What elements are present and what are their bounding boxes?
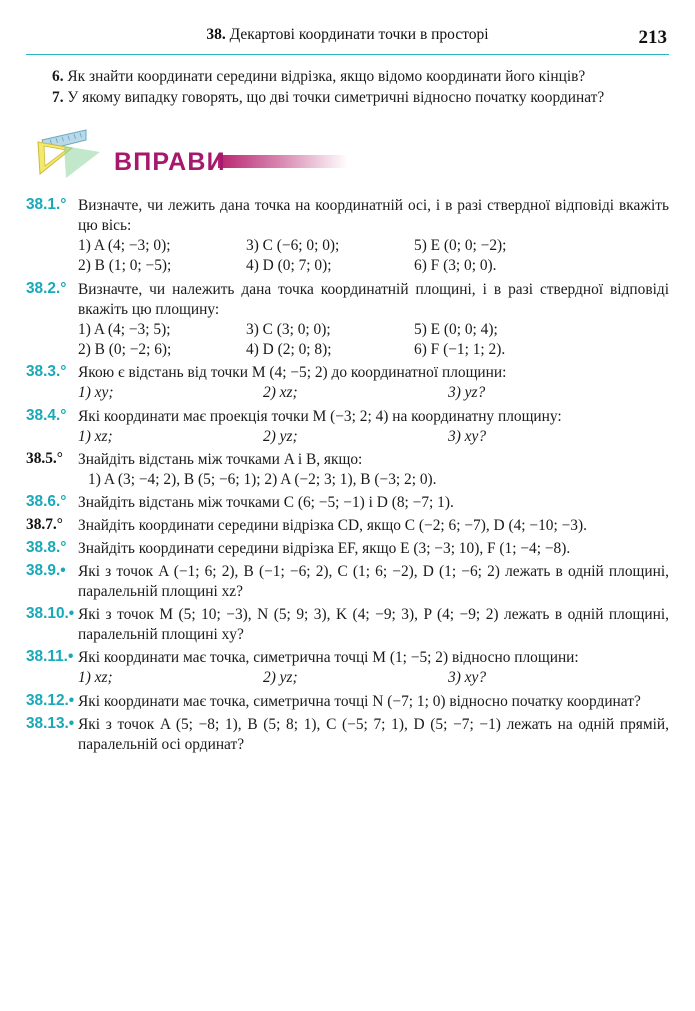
exercise-text: Знайдіть відстань між точками A і B, якщо: <box>78 451 363 469</box>
option: 3) xy? <box>448 669 487 687</box>
page-title <box>206 26 488 44</box>
exercise-options <box>78 668 669 688</box>
option: 1) A (4; −3; 0); <box>78 237 171 255</box>
exercise-text: Визначте, чи належить дана точка координатній площині, і в разі ствердної відповіді вкажіть цю площину: <box>78 280 669 318</box>
exercise-item <box>26 450 669 490</box>
option: 2) yz; <box>263 669 298 687</box>
option: 3) C (−6; 0; 0); <box>246 237 340 255</box>
exercise-text: Які з точок A (5; −8; 1), B (5; 8; 1), C (−5; 7; 1), D (5; −7; −1) лежать на одній прямій, паралельній осі ординат? <box>78 715 669 753</box>
option: 6) F (−1; 1; 2). <box>414 341 506 359</box>
exercise-label: 38.12.• <box>26 691 75 709</box>
exercise-text: Визначте, чи лежить дана точка на координатній осі, і в разі ствердної відповіді вкажіть цю вісь: <box>78 197 669 235</box>
exercise-text: Які координати має точка, симетрична точці M (1; −5; 2) відносно площини: <box>78 649 579 667</box>
option: 3) xy? <box>448 427 487 445</box>
ruler-and-triangle-icon <box>36 122 114 192</box>
exercise-label: 38.4.° <box>26 406 67 424</box>
question-number: 7. <box>52 89 64 107</box>
banner-gradient-bar <box>218 155 348 168</box>
exercise-text: Якою є відстань від точки M (4; −5; 2) до координатної площини: <box>78 364 507 382</box>
page-header <box>26 16 669 55</box>
exercise-label: 38.7.° <box>26 516 63 534</box>
exercise-options <box>78 320 669 361</box>
question-number: 6. <box>52 68 64 85</box>
option: 2) yz; <box>263 427 298 445</box>
exercise-label: 38.13.• <box>26 714 75 732</box>
exercise-label: 38.11.• <box>26 648 74 666</box>
exercises-banner <box>26 122 669 196</box>
page <box>0 16 695 1011</box>
exercise-item <box>26 539 669 559</box>
exercise-text: Які з точок A (−1; 6; 2), B (−1; −6; 2), C (1; 6; −2), D (1; −6; 2) лежать в одній площині, паралельній площині xz? <box>78 563 669 601</box>
exercise-item <box>26 363 669 403</box>
exercise-options <box>78 236 669 277</box>
question-text: У якому випадку говорять, що дві точки симетричні відносно початку координат? <box>67 89 605 107</box>
exercise-text: Які координати має точка, симетрична точці N (−7; 1; 0) відносно початку координат? <box>78 692 641 710</box>
exercises-list <box>26 196 669 755</box>
option: 2) B (1; 0; −5); <box>78 257 172 275</box>
exercise-text: Які координати має проекція точки M (−3; 2; 4) на координатну площину: <box>78 407 562 425</box>
exercise-item <box>26 407 669 447</box>
exercise-subtext: 1) A (3; −4; 2), B (5; −6; 1); 2) A (−2; 3; 1), B (−3; 2; 0). <box>88 471 437 489</box>
exercise-options <box>78 383 669 403</box>
option: 4) D (2; 0; 8); <box>246 341 332 359</box>
exercise-options <box>78 427 669 447</box>
exercise-text: Знайдіть координати середини відрізка CD, якщо C (−2; 6; −7), D (4; −10; −3). <box>78 517 587 535</box>
option: 5) E (0; 0; 4); <box>414 320 498 338</box>
header-section-number: 38. <box>206 26 226 43</box>
exercise-item <box>26 648 669 688</box>
option: 2) B (0; −2; 6); <box>78 341 172 359</box>
option: 1) xz; <box>78 427 113 445</box>
exercise-item <box>26 493 669 513</box>
option: 3) yz? <box>448 384 486 402</box>
option: 2) xz; <box>263 384 298 402</box>
question-item <box>40 67 669 87</box>
option: 1) xy; <box>78 384 114 402</box>
exercise-item <box>26 280 669 361</box>
exercise-item <box>26 196 669 277</box>
page-number: 213 <box>638 27 667 48</box>
question-text: Як знайти координати середини відрізка, якщо відомо координати його кінців? <box>67 68 586 85</box>
exercise-item <box>26 562 669 602</box>
exercise-label: 38.3.° <box>26 363 67 381</box>
exercise-label: 38.8.° <box>26 539 67 557</box>
exercise-label: 38.2.° <box>26 279 67 297</box>
exercise-item <box>26 692 669 712</box>
exercise-label: 38.6.° <box>26 493 67 511</box>
option: 6) F (3; 0; 0). <box>414 257 497 275</box>
option: 1) A (4; −3; 5); <box>78 320 171 338</box>
exercise-label: 38.10.• <box>26 605 75 623</box>
exercise-label: 38.1.° <box>26 196 67 214</box>
exercise-label: 38.9.• <box>26 562 66 580</box>
exercise-item <box>26 605 669 645</box>
exercise-text: Знайдіть відстань між точками C (6; −5; −1) і D (8; −7; 1). <box>78 494 454 512</box>
header-section-title: Декартові координати точки в просторі <box>229 26 489 43</box>
exercise-item <box>26 715 669 755</box>
option: 5) E (0; 0; −2); <box>414 237 507 255</box>
option: 1) xz; <box>78 669 113 687</box>
exercise-item <box>26 516 669 536</box>
question-item <box>40 88 669 108</box>
option: 3) C (3; 0; 0); <box>246 320 331 338</box>
questions-list <box>26 67 669 108</box>
banner-title: ВПРАВИ <box>114 148 226 177</box>
exercise-text: Які з точок M (5; 10; −3), N (5; 9; 3), K (4; −9; 3), P (4; −9; 2) лежать в одній площині, паралельній площині xy? <box>78 606 669 644</box>
exercise-label: 38.5.° <box>26 450 63 468</box>
option: 4) D (0; 7; 0); <box>246 257 332 275</box>
exercise-text: Знайдіть координати середини відрізка EF, якщо E (3; −3; 10), F (1; −4; −8). <box>78 540 571 558</box>
